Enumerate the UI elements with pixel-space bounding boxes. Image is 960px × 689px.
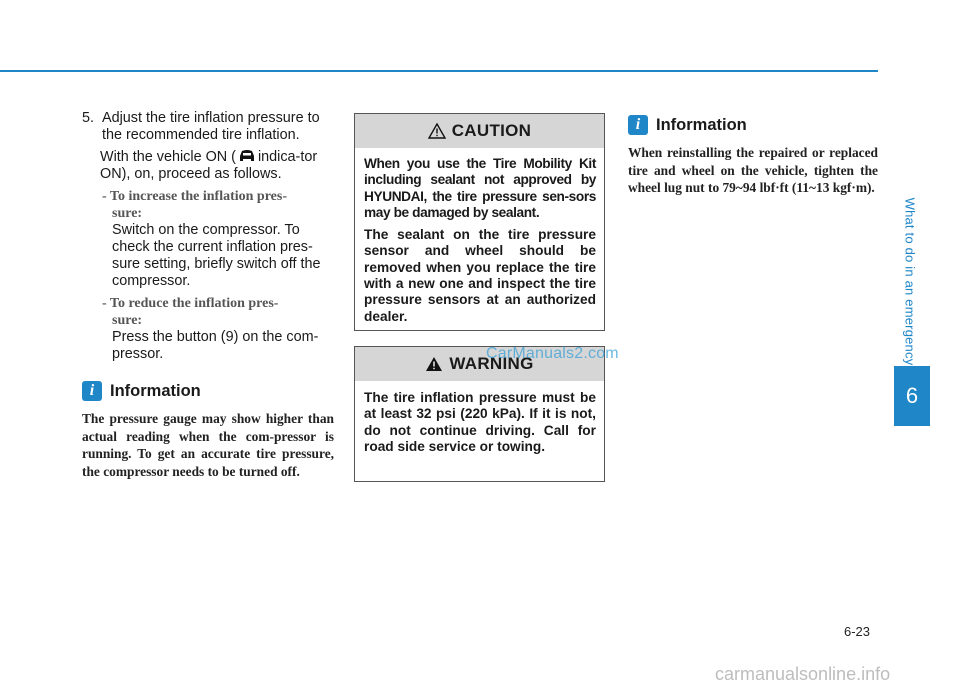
chapter-number-tab[interactable]: 6 [894, 366, 930, 426]
warning-body: The tire inflation pressure must be at least 32 psi (220 kPa). If it is not, do not continue driving. Call for road side service or towing. [364, 390, 596, 454]
chapter-side-title: What to do in an emergency [902, 197, 918, 365]
information-text: The pressure gauge may show higher than actual reading when the com-pressor is running. To get an accurate tire pressure, the compressor needs to be turned off. [82, 411, 334, 479]
step-text: Adjust the tire inflation pressure to the recommended tire inflation. [102, 110, 320, 143]
watermark-carmanuals2: CarManuals2.com [486, 345, 619, 362]
info-icon: i [82, 381, 102, 401]
information-text-right: When reinstalling the repaired or replaced tire and wheel on the vehicle, tighten the wheel lug nut to 79~94 lbf·ft (11~13 kgf·m). [628, 145, 878, 195]
left-column [82, 110, 334, 480]
caution-body: When you use the Tire Mobility Kit including sealant not approved by HYUNDAI, the tire pressure sen-sors may be damaged by sealant. The sealant on the tire pressure sensor and wheel should be removed when you replace the tire with a new one and inspect the tire pressure sensors at an authorized dealer. [364, 156, 596, 324]
watermark-footer: carmanualsonline.info [715, 664, 891, 684]
caution-header: CAUTION [355, 114, 604, 148]
caution-box [354, 113, 605, 331]
page-number: 6-23 [844, 624, 871, 639]
step-number: 5. [82, 110, 95, 126]
reduce-pressure-heading: - To reduce the inflation pres- sure: [102, 296, 279, 328]
step-5 [82, 110, 334, 144]
caution-triangle-icon [428, 123, 446, 139]
vehicle-on-indicator-icon [239, 150, 255, 162]
vehicle-on-instruction: With the vehicle ON ( indica-tor ON), on, proceed as follows. [100, 149, 318, 182]
warning-triangle-icon [425, 356, 443, 372]
info-icon: i [628, 115, 648, 135]
reduce-pressure-text: Press the button (9) on the com-pressor. [112, 329, 319, 362]
increase-pressure-heading: - To increase the inflation pres- sure: [102, 189, 287, 221]
right-column [628, 115, 878, 197]
warning-box [354, 346, 605, 482]
increase-pressure-text: Switch on the compressor. To check the current inflation pres-sure setting, briefly switch off the compressor. [112, 222, 321, 289]
information-heading: i Information [82, 381, 334, 401]
header-rule [0, 70, 878, 72]
information-heading-right: i Information [628, 115, 878, 135]
warning-header: WARNING [355, 347, 604, 381]
